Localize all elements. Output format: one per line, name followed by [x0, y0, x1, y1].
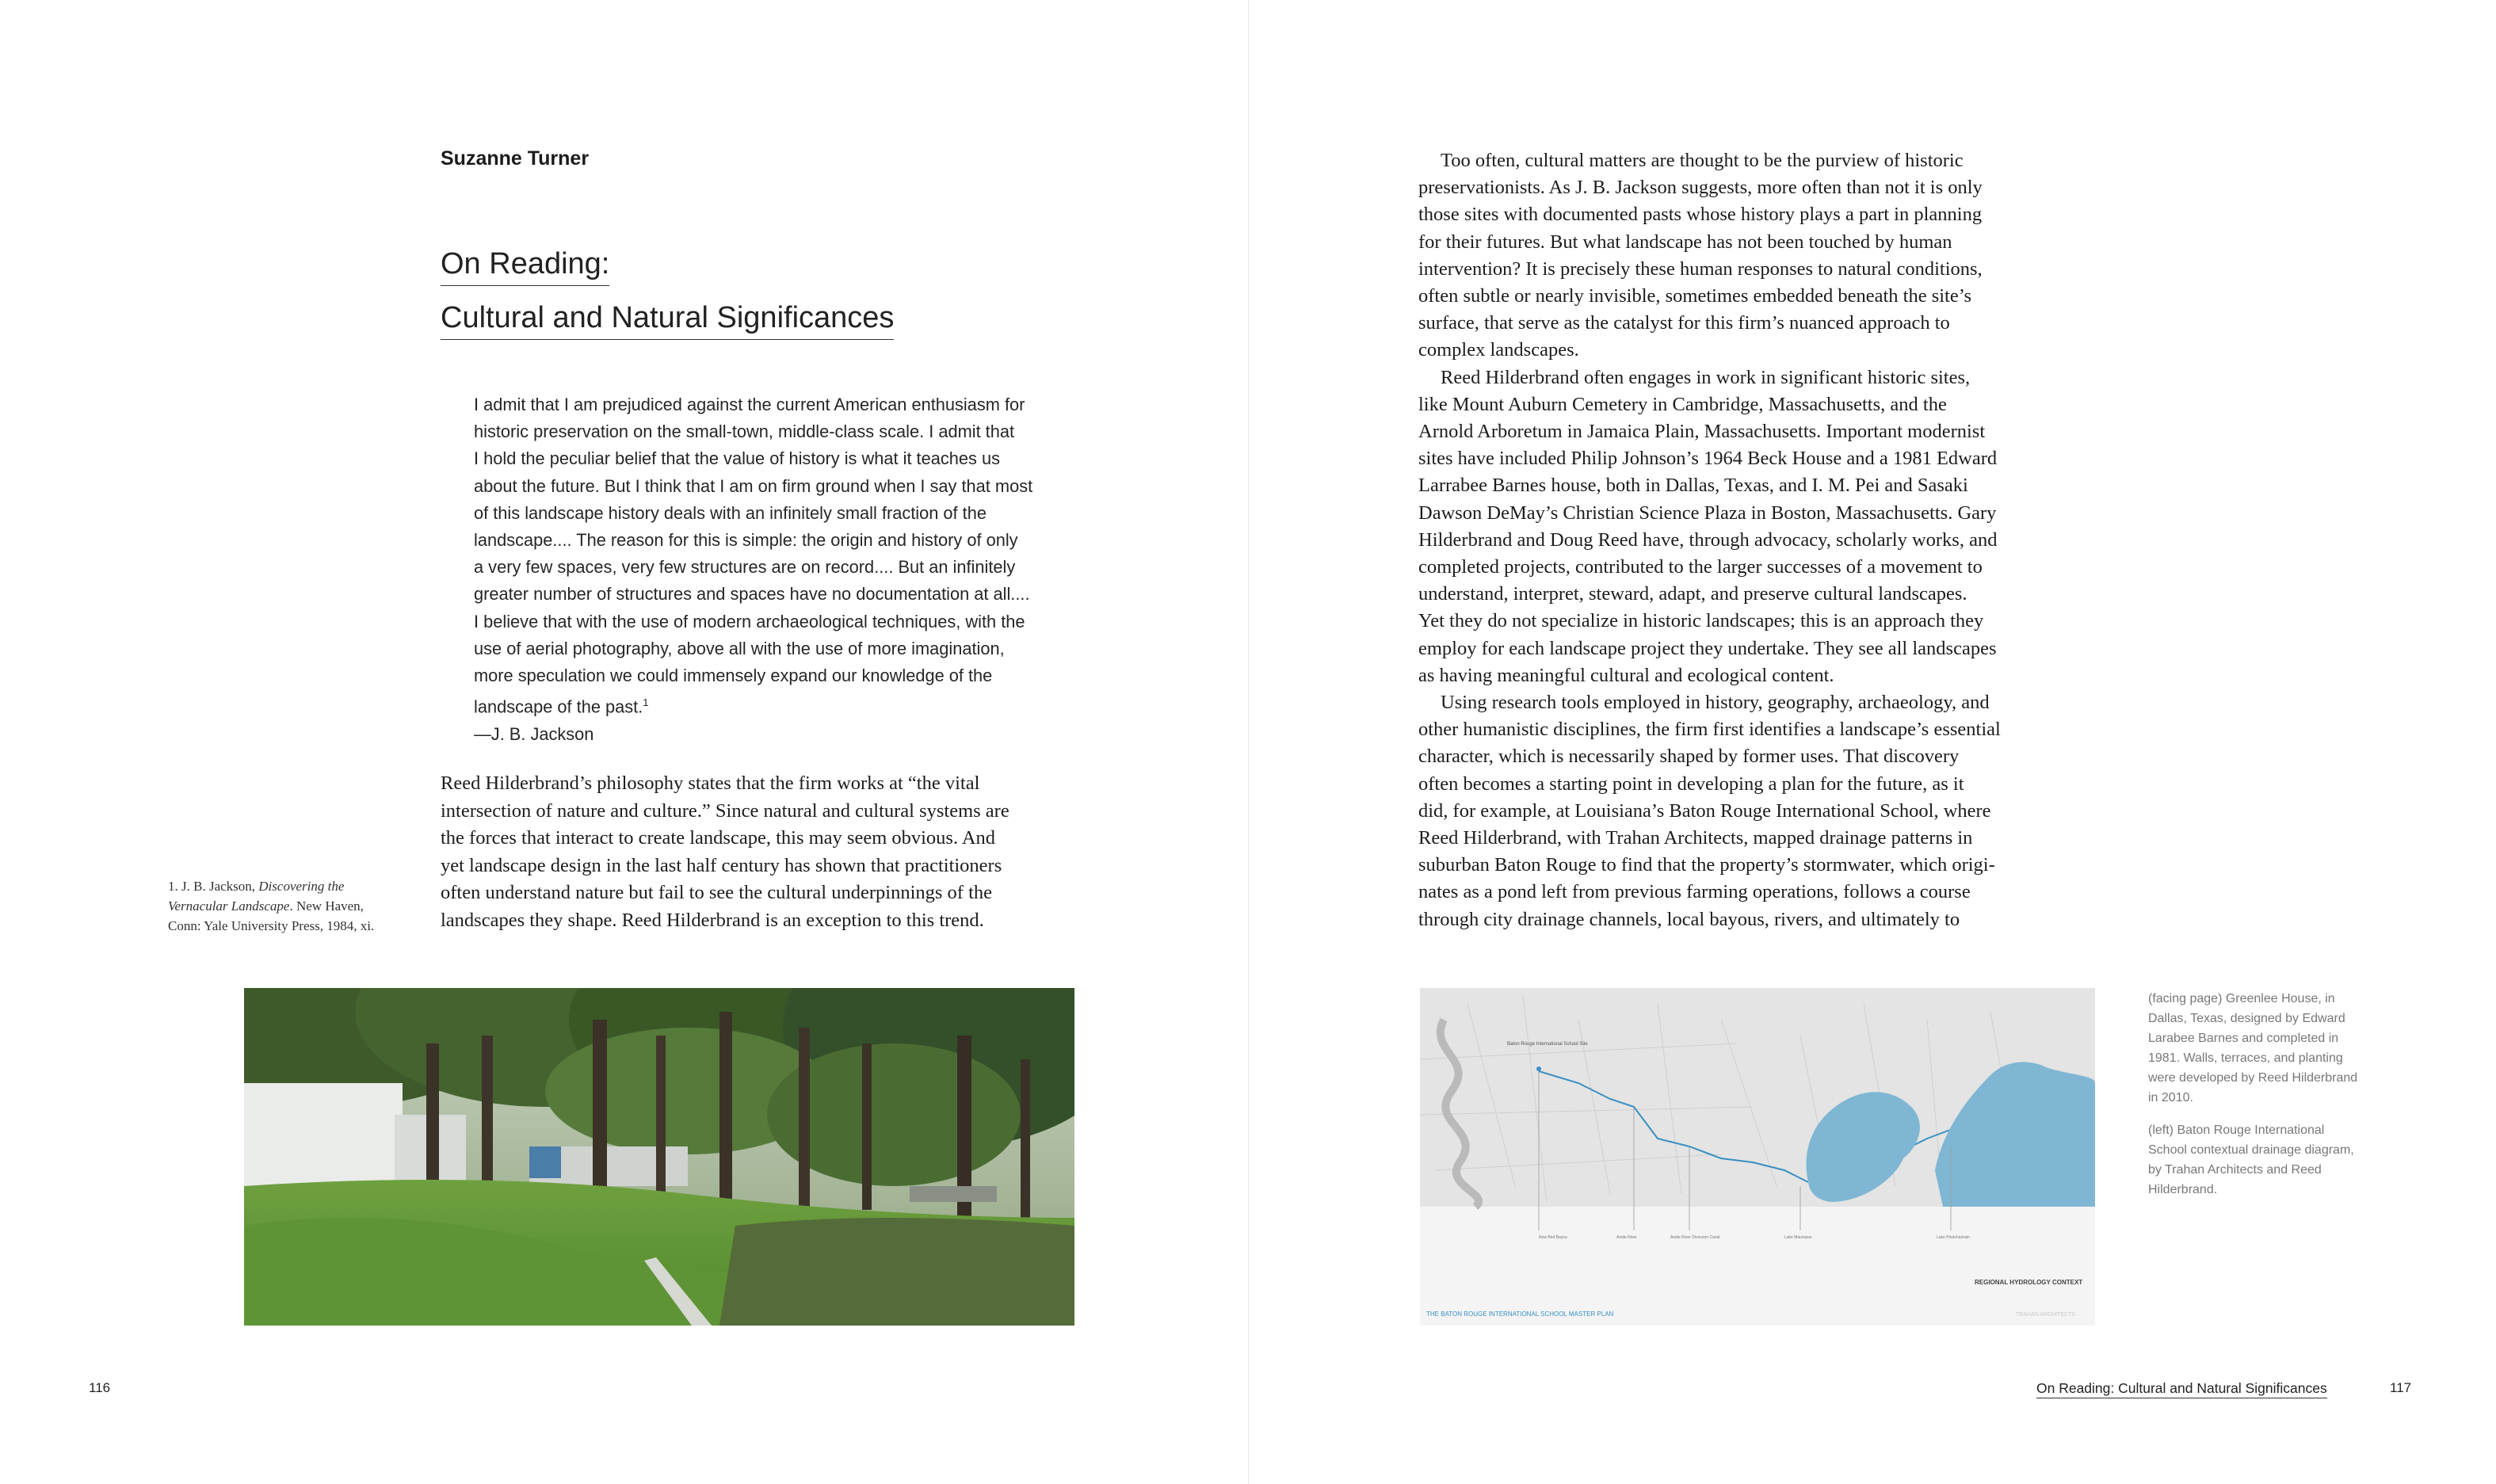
- drainage-map: [1420, 988, 2095, 1326]
- body-line: complex landscapes.: [1418, 339, 1579, 361]
- quote-line: I hold the peculiar belief that the value of history is what it teaches us: [474, 448, 1000, 469]
- caption-line: (left) Baton Rouge International: [2148, 1123, 2325, 1137]
- quote-line: [474, 689, 1068, 720]
- body-line: as having meaningful cultural and ecological content.: [1418, 664, 1834, 686]
- body-line: preservationists. As J. B. Jackson suggests, more often than not it is only: [1418, 177, 1983, 199]
- quote-line-text: landscape of the past.: [474, 696, 643, 717]
- body-line: often subtle or nearly invisible, sometimes embedded beneath the site’s: [1418, 285, 1972, 307]
- body-line: for their futures. But what landscape has not been touched by human: [1418, 231, 1952, 253]
- body-line: understand, interpret, steward, adapt, and preserve cultural landscapes.: [1418, 583, 1967, 605]
- quote-line: use of aerial photography, above all with the use of more imagination,: [474, 638, 1005, 658]
- quote-attribution: —J. B. Jackson: [474, 723, 594, 744]
- footnote-marker[interactable]: 1: [643, 696, 649, 709]
- page-number-left: 116: [89, 1380, 111, 1395]
- body-line: Larrabee Barnes house, both in Dallas, Texas, and I. M. Pei and Sasaki: [1418, 475, 1968, 497]
- body-line: yet landscape design in the last half century has shown that practitioners: [441, 854, 1002, 876]
- drainage-diagram: [1420, 988, 2095, 1326]
- running-head: On Reading: Cultural and Natural Significances: [2036, 1380, 2327, 1398]
- body-line: Hilderbrand and Doug Reed have, through advocacy, scholarly works, and: [1418, 528, 1998, 551]
- map-station-label: Amite River: [1616, 1235, 1637, 1240]
- map-legend-title: REGIONAL HYDROLOGY CONTEXT: [1975, 1279, 2083, 1286]
- body-line: other humanistic disciplines, the firm first identifies a landscape’s essential: [1418, 719, 2001, 741]
- body-line: Yet they do not specialize in historic landscapes; this is an approach they: [1418, 610, 1984, 632]
- body-line: did, for example, at Louisiana’s Baton Rouge International School, where: [1418, 799, 1991, 822]
- quote-line: historic preservation on the small-town, middle-class scale. I admit that: [474, 422, 1015, 442]
- caption-line: School contextual drainage diagram,: [2148, 1143, 2354, 1157]
- body-line: suburban Baton Rouge to find that the property’s stormwater, which origi-: [1418, 854, 1995, 876]
- footnote-line: [168, 896, 390, 916]
- body-line: nates as a pond left from previous farming operations, follows a course: [1418, 881, 1971, 903]
- footnote-book-title: Discovering the: [258, 879, 345, 894]
- body-line: the forces that interact to create landscape, this may seem obvious. And: [441, 827, 996, 849]
- body-line: completed projects, contributed to the larger successes of a movement to: [1418, 556, 1983, 578]
- caption-line: were developed by Reed Hilderbrand: [2148, 1071, 2358, 1085]
- footnote-line: Conn: Yale University Press, 1984, xi.: [168, 918, 375, 933]
- map-site-label: Baton Rouge International School Site: [1507, 1042, 1588, 1047]
- epigraph-quote: [474, 391, 1068, 748]
- caption-line: Larabee Barnes and completed in: [2148, 1032, 2339, 1045]
- caption-line: in 2010.: [2148, 1091, 2193, 1104]
- body-text-right: [1418, 147, 2060, 933]
- quote-line: about the future. But I think that I am on firm ground when I say that most: [474, 475, 1033, 496]
- quote-line: of this landscape history deals with an infinitely small fraction of the: [474, 502, 987, 523]
- caption-line: 1981. Walls, terraces, and planting: [2148, 1051, 2343, 1065]
- author-name: Suzanne Turner: [441, 147, 590, 170]
- body-line: employ for each landscape project they undertake. They see all landscapes: [1418, 637, 1997, 659]
- body-line: sites have included Philip Johnson’s 1964 Beck House and a 1981 Edward: [1418, 448, 1998, 470]
- body-line: often becomes a starting point in developing a plan for the future, as it: [1418, 773, 1964, 795]
- map-firm-label: TRAHAN ARCHITECTS: [2016, 1312, 2076, 1318]
- caption-line: Hilderbrand.: [2148, 1183, 2218, 1196]
- body-line: through city drainage channels, local bayous, rivers, and ultimately to: [1418, 908, 1960, 930]
- body-line: often understand nature but fail to see the cultural underpinnings of the: [441, 882, 993, 903]
- body-line: Too often, cultural matters are thought to be the purview of historic: [1441, 150, 1964, 171]
- body-line: Reed Hilderbrand often engages in work in significant historic sites,: [1441, 366, 1971, 388]
- footnote-line: [168, 876, 390, 896]
- body-line: those sites with documented pasts whose history plays a part in planning: [1418, 204, 1983, 226]
- footnote-book-title: Vernacular Landscape: [168, 898, 290, 914]
- map-station-label: Amite River Diversion Canal: [1670, 1235, 1720, 1240]
- body-line: Arnold Arboretum in Jamaica Plain, Massachusetts. Important modernist: [1418, 421, 1986, 443]
- garden-photo: [244, 988, 1074, 1326]
- footnote: [168, 876, 390, 936]
- body-line: like Mount Auburn Cemetery in Cambridge, Massachusetts, and the: [1418, 393, 1947, 415]
- quote-line: I believe that with the use of modern archaeological techniques, with the: [474, 611, 1025, 631]
- body-text-left: [441, 770, 1074, 934]
- map-station-label: New Bird Bayou: [1539, 1235, 1567, 1240]
- body-line: landscapes they shape. Reed Hilderbrand is an exception to this trend.: [441, 909, 984, 931]
- body-line: Dawson DeMay’s Christian Science Plaza in Boston, Massachusetts. Gary: [1418, 502, 1997, 524]
- figure-captions: [2148, 989, 2394, 1200]
- body-line: intersection of nature and culture.” Since natural and cultural systems are: [441, 799, 1009, 822]
- map-plan-title: THE BATON ROUGE INTERNATIONAL SCHOOL MASTER PLAN: [1426, 1310, 1614, 1318]
- body-line: Using research tools employed in history, geography, archaeology, and: [1441, 692, 1990, 714]
- map-station-label: Lake Pontchartrain: [1937, 1235, 1970, 1240]
- body-line: surface, that serve as the catalyst for this firm’s nuanced approach to: [1418, 312, 1950, 334]
- quote-line: landscape.... The reason for this is simple: the origin and history of only: [474, 530, 1018, 551]
- body-line: Reed Hilderbrand, with Trahan Architects, mapped drainage patterns in: [1418, 827, 1973, 849]
- body-line: intervention? It is precisely these human responses to natural conditions,: [1418, 258, 1983, 280]
- caption-line: Dallas, Texas, designed by Edward: [2148, 1012, 2345, 1025]
- chapter-title-line-2: Cultural and Natural Significances: [441, 299, 894, 340]
- quote-line: more speculation we could immensely expand our knowledge of the: [474, 666, 993, 686]
- body-line: Reed Hilderbrand’s philosophy states that the firm works at “the vital: [441, 773, 980, 794]
- footnote-text: 1. J. B. Jackson,: [168, 879, 259, 894]
- body-line: character, which is necessarily shaped by former uses. That discovery: [1418, 746, 1960, 768]
- garden-photo-illustration: [244, 988, 1074, 1326]
- page-number-right: 117: [2390, 1380, 2412, 1395]
- quote-line: I admit that I am prejudiced against the current American enthusiasm for: [474, 395, 1025, 414]
- chapter-title-line-1: On Reading:: [441, 246, 609, 286]
- caption-line: by Trahan Architects and Reed: [2148, 1163, 2322, 1177]
- map-station-label: Lake Maurepas: [1784, 1235, 1812, 1240]
- caption-line: (facing page) Greenlee House, in: [2148, 992, 2335, 1005]
- footnote-text: . New Haven,: [289, 898, 364, 914]
- quote-line: a very few spaces, very few structures are on record.... But an infinitely: [474, 557, 1016, 578]
- quote-line: greater number of structures and spaces have no documentation at all....: [474, 584, 1030, 605]
